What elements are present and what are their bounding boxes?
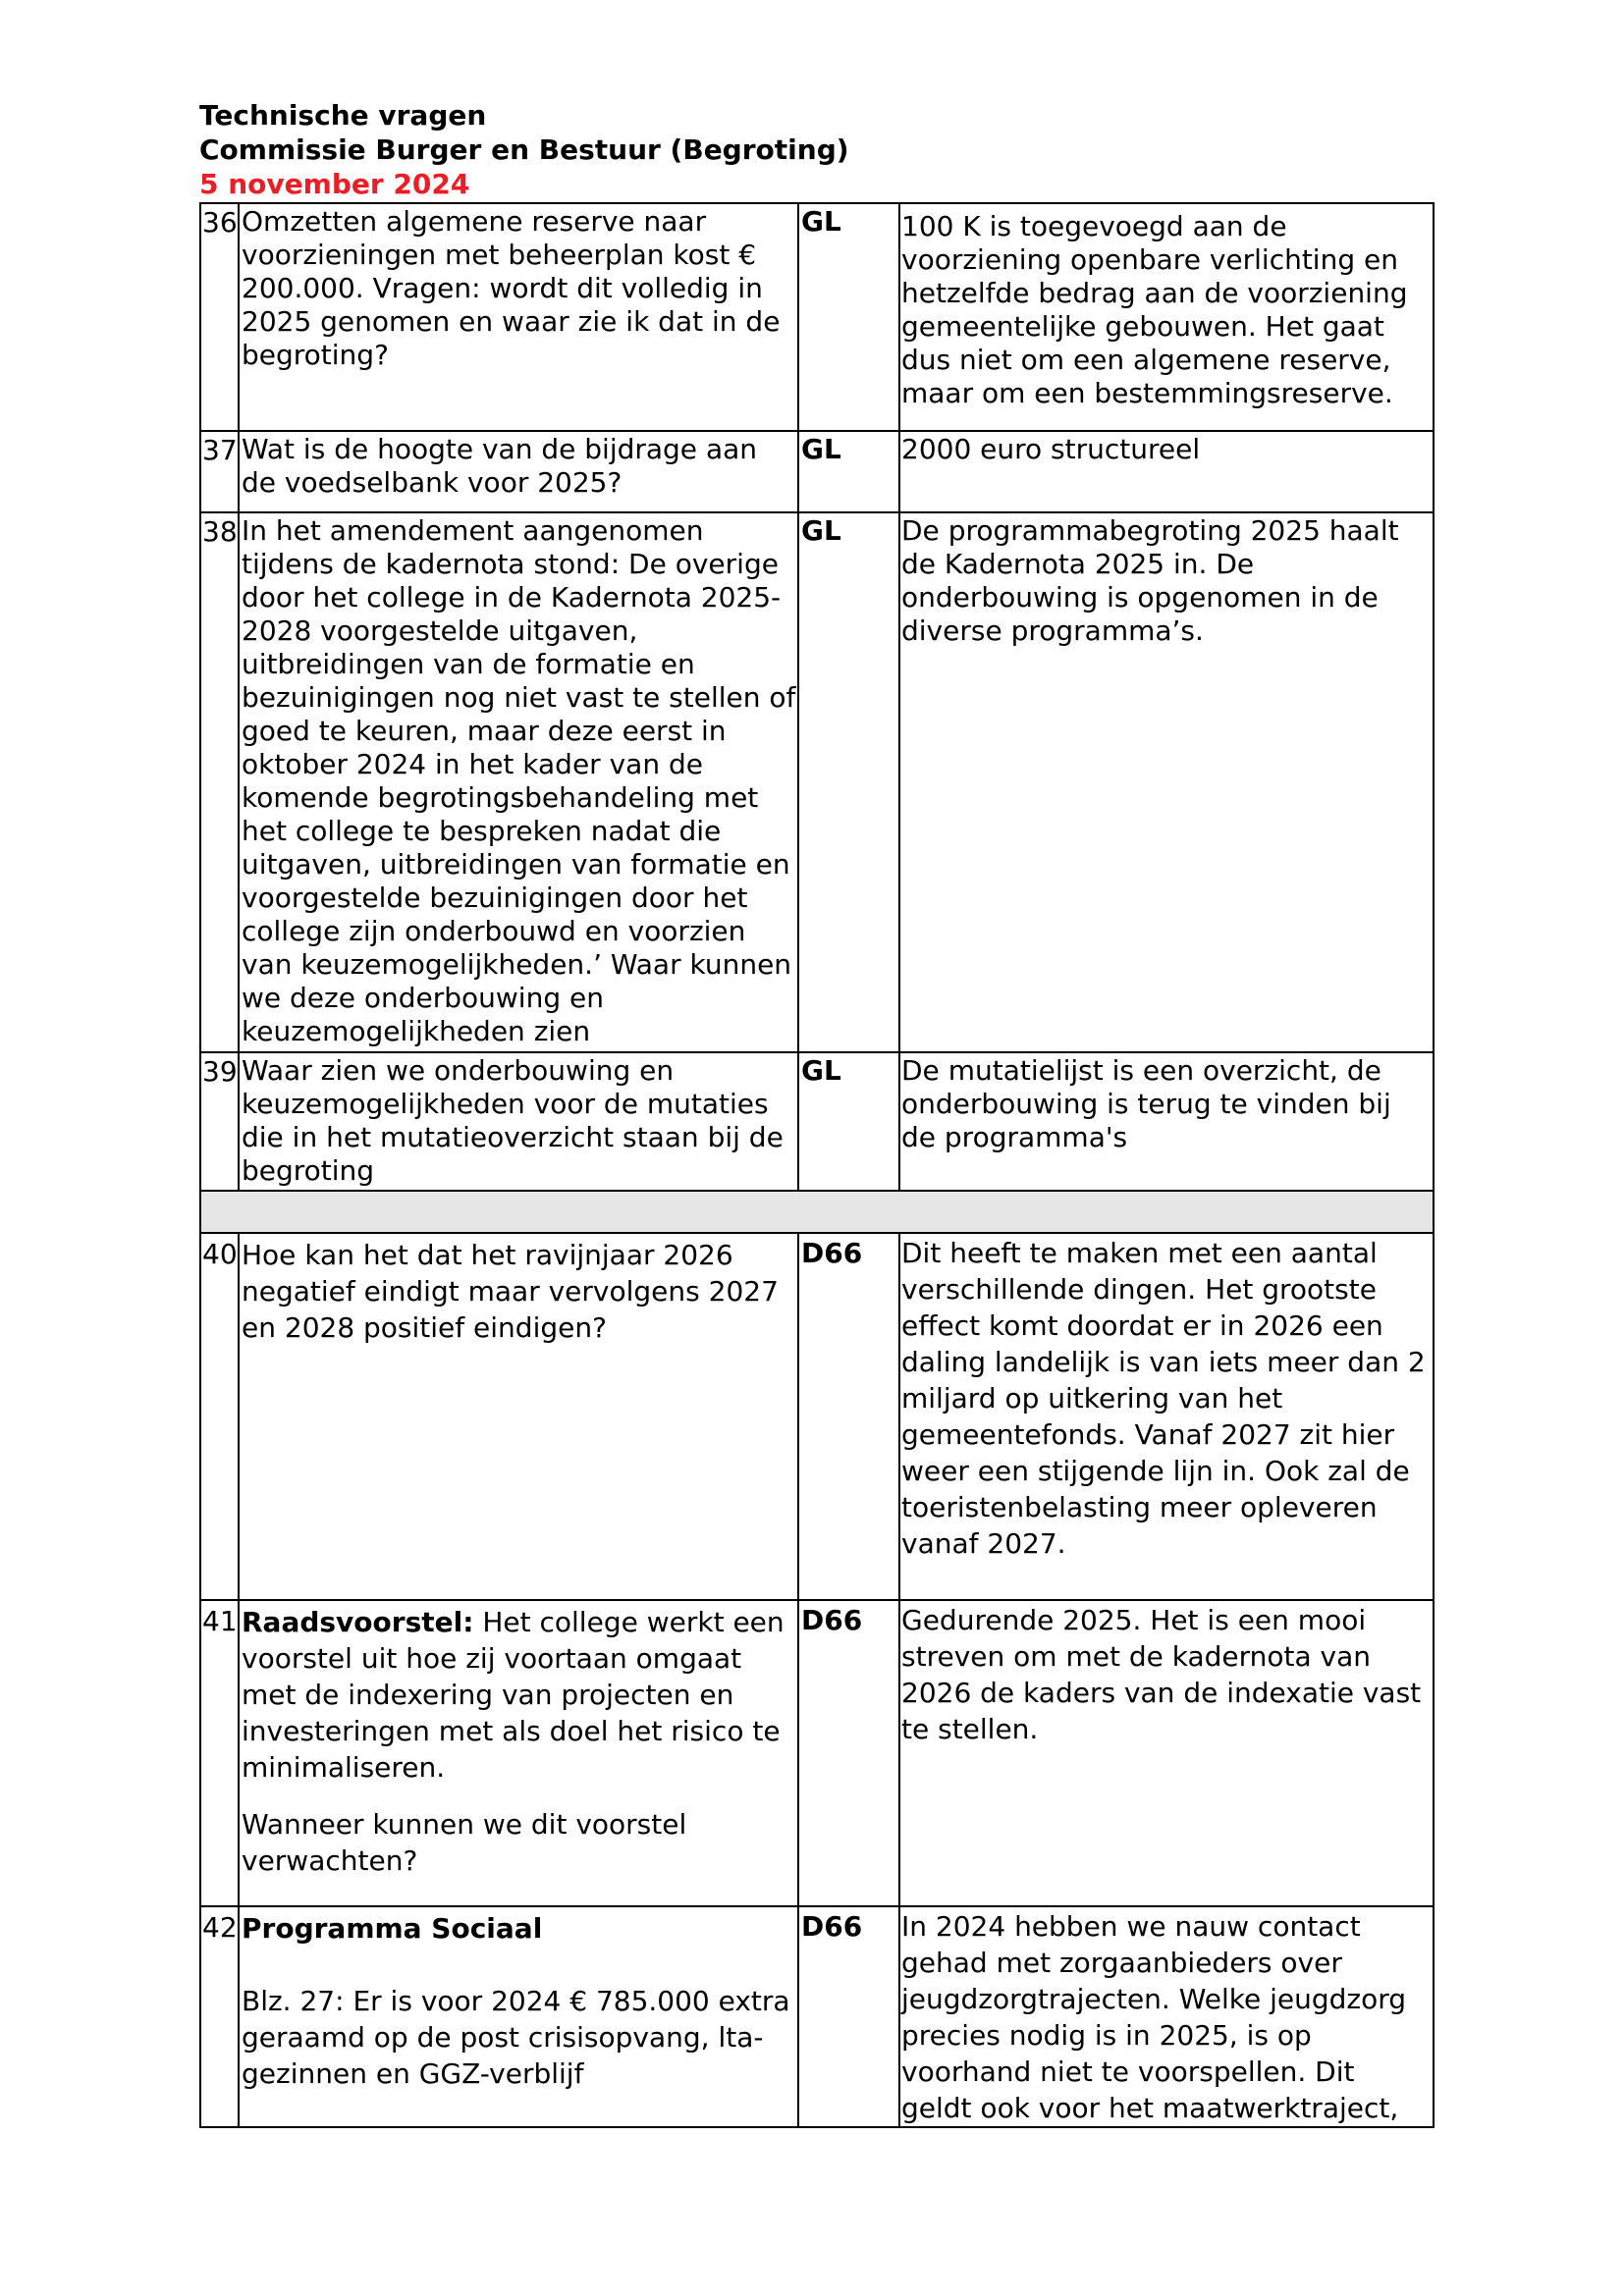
table-row <box>200 203 1434 431</box>
party-name: D66 <box>798 1233 899 1600</box>
table-row <box>200 1600 1434 1906</box>
table-row <box>200 431 1434 512</box>
section-separator-row <box>200 1191 1434 1233</box>
committee-name: Commissie Burger en Bestuur (Begroting) <box>199 133 849 166</box>
table-row <box>200 1906 1434 2127</box>
question-text: Wat is de hoogte van de bijdrage aan de voedselbank voor 2025? <box>239 431 798 512</box>
question-number: 42 <box>200 1906 239 2127</box>
question-followup: Wanneer kunnen we dit voorstel verwachten? <box>242 1808 687 1877</box>
question-cell <box>239 1600 798 1906</box>
question-label: Programma Sociaal <box>242 1912 543 1945</box>
table-row <box>200 1052 1434 1191</box>
party-name: GL <box>798 203 899 431</box>
answer-text: Dit heeft te maken met een aantal verschillende dingen. Het grootste effect komt doordat er in 2026 een daling landelijk is van iets meer dan 2 miljard op uitkering van het gemeentefonds. Vanaf 2027 zit hier weer een stijgende lijn in. Ook zal de toeristenbelasting meer opleveren vanaf 2027. <box>899 1233 1434 1600</box>
answer-text: In 2024 hebben we nauw contact gehad met zorgaanbieders over jeugdzorgtrajecten. Welke jeugdzorg precies nodig is in 2025, is op voorhand niet te voorspellen. Dit geldt ook voor het maatwerktraject, <box>899 1906 1434 2127</box>
answer-text: Gedurende 2025. Het is een mooi streven om met de kadernota van 2026 de kaders van de indexatie vast te stellen. <box>899 1600 1434 1906</box>
questions-table <box>199 202 1435 2128</box>
table-row <box>200 1233 1434 1600</box>
question-text: Hoe kan het dat het ravijnjaar 2026 negatief eindigt maar vervolgens 2027 en 2028 positief eindigen? <box>239 1233 798 1600</box>
document-header <box>199 98 849 201</box>
document-title: Technische vragen <box>199 99 487 132</box>
party-name: D66 <box>798 1906 899 2127</box>
question-text: Omzetten algemene reserve naar voorzieningen met beheerplan kost € 200.000. Vragen: wordt dit volledig in 2025 genomen en waar zie ik dat in de begroting? <box>239 203 798 431</box>
question-heading <box>242 1910 797 1947</box>
party-name: GL <box>798 1052 899 1191</box>
party-name: D66 <box>798 1600 899 1906</box>
question-cell <box>239 1906 798 2127</box>
answer-text: De mutatielijst is een overzicht, de onderbouwing is terug te vinden bij de programma's <box>899 1052 1434 1191</box>
question-number: 41 <box>200 1600 239 1906</box>
separator-cell <box>200 1191 1434 1233</box>
question-text: Waar zien we onderbouwing en keuzemogelijkheden voor de mutaties die in het mutatieoverzicht staan bij de begroting <box>239 1052 798 1191</box>
question-text: Het college werkt een voorstel uit hoe zij voortaan omgaat met de indexering van projecten en investeringen met als doel het risico te minimaliseren. <box>242 1606 785 1784</box>
party-name: GL <box>798 431 899 512</box>
table-row <box>200 512 1434 1052</box>
question-label: Raadsvoorstel: <box>242 1606 474 1638</box>
question-number: 38 <box>200 512 239 1052</box>
answer-text: 2000 euro structureel <box>899 431 1434 512</box>
question-text: In het amendement aangenomen tijdens de kadernota stond: De overige door het college in de Kadernota 2025-2028 voorgestelde uitgaven, uitbreidingen van de formatie en bezuinigingen nog niet vast te stellen of goed te keuren, maar deze eerst in oktober 2024 in het kader van de komende begrotingsbehandeling met het college te bespreken nadat die uitgaven, uitbreidingen van formatie en voorgestelde bezuinigingen door het college zijn onderbouwd en voorzien van keuzemogelijkheden.’ Waar kunnen we deze onderbouwing en keuzemogelijkheden zien <box>239 512 798 1052</box>
answer-text: De programmabegroting 2025 haalt de Kadernota 2025 in. De onderbouwing is opgenomen in de diverse programma’s. <box>899 512 1434 1052</box>
question-paragraph <box>242 1604 797 1786</box>
question-number: 40 <box>200 1233 239 1600</box>
question-number: 39 <box>200 1052 239 1191</box>
party-name: GL <box>798 512 899 1052</box>
question-number: 36 <box>200 203 239 431</box>
meeting-date: 5 november 2024 <box>199 168 470 200</box>
answer-text: 100 K is toegevoegd aan de voorziening openbare verlichting en hetzelfde bedrag aan de voorziening gemeentelijke gebouwen. Het gaat dus niet om een algemene reserve, maar om een bestemmingsreserve. <box>899 203 1434 431</box>
question-number: 37 <box>200 431 239 512</box>
question-text: Blz. 27: Er is voor 2024 € 785.000 extra geraamd op de post crisisopvang, lta-gezinnen en GGZ-verblijf <box>242 1985 790 2090</box>
